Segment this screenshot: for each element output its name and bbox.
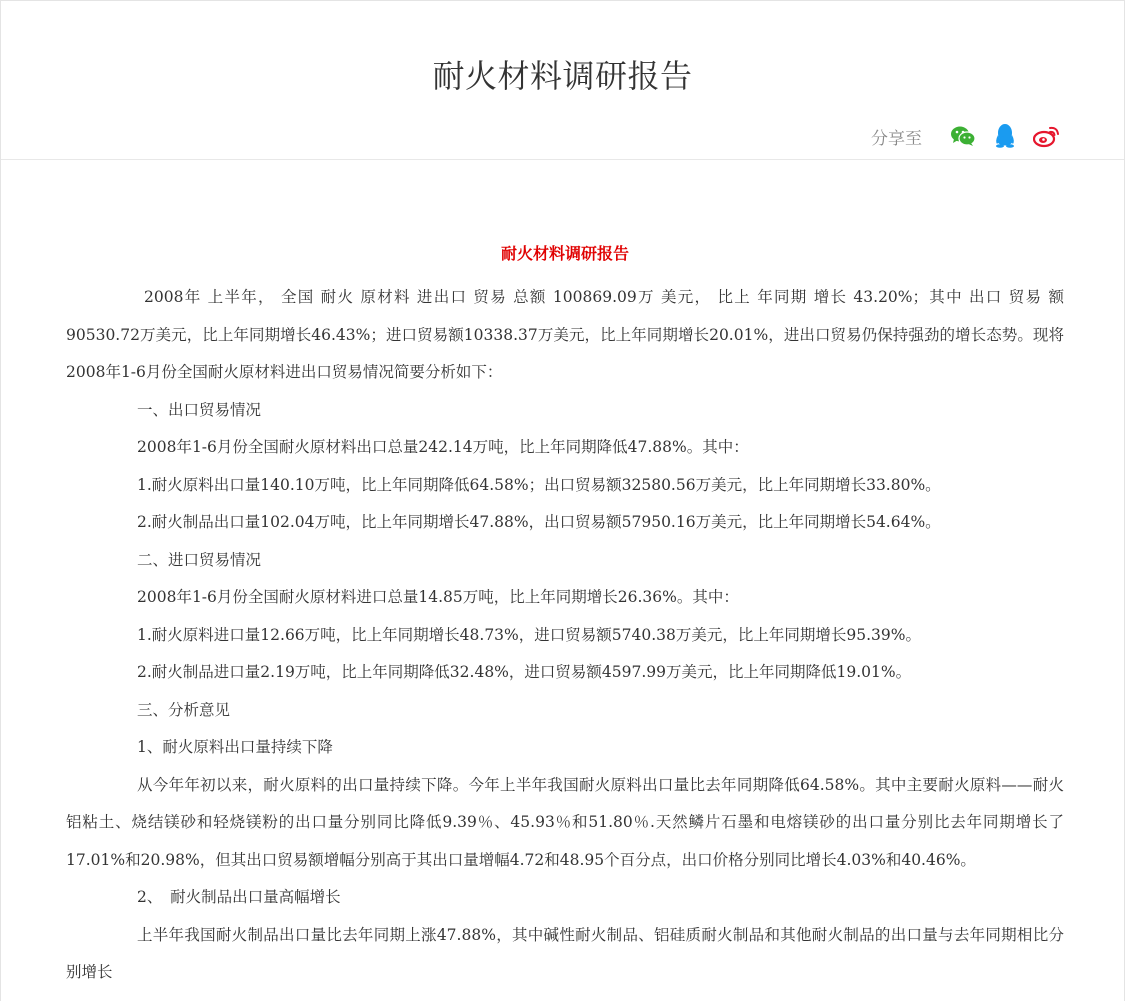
paragraph-raw-decline: 从今年年初以来，耐火原料的出口量持续下降。今年上半年我国耐火原料出口量比去年同期降低64.58%。其中主要耐火原料——耐火铝粘土、烧结镁砂和轻烧镁粉的出口量分别同比降低9.39％、45.93％和51.80％.天然鳞片石墨和电熔镁砂的出口量分别比去年同期增长了17.01%和20.98%，但其出口贸易额增幅分别高于其出口量增幅4.72和48.95个百分点，出口价格分别同比增长4.03%和40.46%。 bbox=[66, 775, 1064, 869]
paragraph-products-growth: 上半年我国耐火制品出口量比去年同期上涨47.88%，其中碱性耐火制品、铝硅质耐火制品和其他耐火制品的出口量与去年同期相比分别增长 bbox=[66, 925, 1064, 981]
section-heading-analysis: 三、分析意见 bbox=[137, 700, 231, 719]
wechat-icon[interactable] bbox=[948, 122, 978, 150]
share-bar bbox=[871, 122, 1062, 150]
weibo-icon[interactable] bbox=[1032, 122, 1062, 150]
paragraph-import-products: 2.耐火制品进口量2.19万吨，比上年同期降低32.48%，进口贸易额4597.99万美元，比上年同期降低19.01%。 bbox=[137, 663, 912, 681]
subheading-raw-decline: 1、耐火原料出口量持续下降 bbox=[137, 738, 333, 756]
page-header bbox=[1, 1, 1124, 160]
share-label: 分享至 bbox=[871, 128, 922, 149]
page-title: 耐火材料调研报告 bbox=[432, 57, 693, 95]
paragraph-intro: 2008年 上半年， 全国 耐火 原材料 进出口 贸易 总额 100869.09万 美元， 比上 年同期 增长 43.20%；其中 出口 贸易 额90530.72万美元，比上年同期增长46.43%；进口贸易额10338.37万美元，比上年同期增长20.01%，进出口贸易仍保持强劲的增长态势。现将2008年1-6月份全国耐火原材料进出口贸易情况简要分析如下： bbox=[66, 288, 1064, 381]
article-title: 耐火材料调研报告 bbox=[500, 244, 629, 263]
article-body bbox=[66, 241, 1064, 992]
qq-icon[interactable] bbox=[990, 122, 1020, 150]
paragraph-export-raw: 1.耐火原料出口量140.10万吨，比上年同期降低64.58%；出口贸易额32580.56万美元，比上年同期增长33.80%。 bbox=[137, 475, 941, 494]
paragraph-import-total: 2008年1-6月份全国耐火原材料进口总量14.85万吨，比上年同期增长26.36%。其中： bbox=[137, 588, 739, 606]
section-heading-import: 二、进口贸易情况 bbox=[137, 550, 262, 569]
paragraph-export-total: 2008年1-6月份全国耐火原材料出口总量242.14万吨，比上年同期降低47.88%。其中： bbox=[137, 438, 749, 456]
subheading-products-growth: 2、 耐火制品出口量高幅增长 bbox=[137, 888, 341, 906]
paragraph-export-products: 2.耐火制品出口量102.04万吨，比上年同期增长47.88%，出口贸易额57950.16万美元，比上年同期增长54.64%。 bbox=[137, 513, 941, 531]
section-heading-export: 一、出口贸易情况 bbox=[137, 400, 262, 419]
paragraph-import-raw: 1.耐火原料进口量12.66万吨，比上年同期增长48.73%，进口贸易额5740.38万美元，比上年同期增长95.39%。 bbox=[137, 625, 921, 644]
